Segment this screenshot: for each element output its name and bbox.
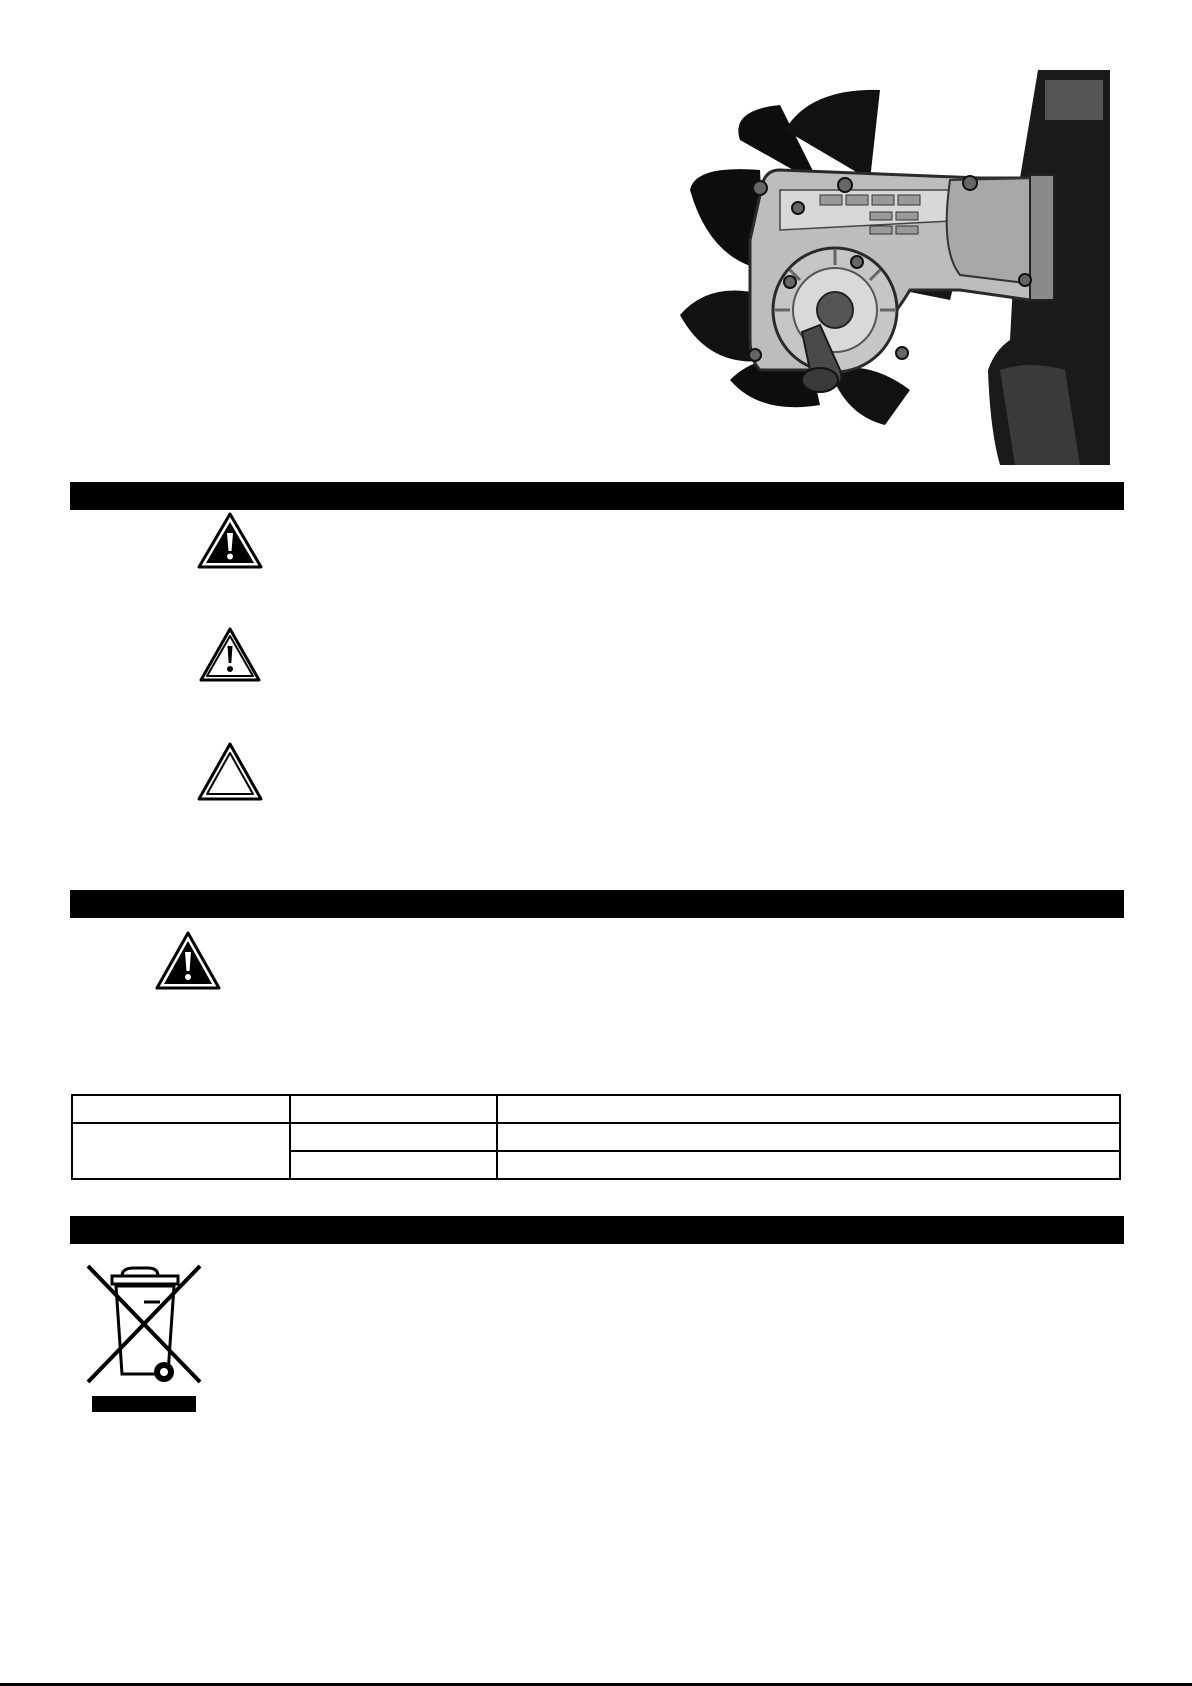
table-cell bbox=[72, 1095, 290, 1123]
table-cell bbox=[72, 1123, 290, 1179]
danger-warning-filled-icon-2 bbox=[154, 930, 222, 992]
section-heading-2 bbox=[70, 895, 78, 912]
caution-empty-triangle-icon bbox=[196, 741, 264, 803]
weee-crossed-bin-icon bbox=[84, 1262, 204, 1414]
section-heading-bar-2 bbox=[70, 890, 1124, 918]
table-cell bbox=[497, 1095, 1120, 1123]
spec-table bbox=[71, 1094, 1121, 1180]
section-heading-bar-1 bbox=[70, 482, 1124, 510]
table-cell bbox=[497, 1151, 1120, 1179]
section-heading-1 bbox=[70, 487, 78, 504]
section-heading-3 bbox=[70, 1221, 78, 1238]
table-cell bbox=[290, 1151, 497, 1179]
tiller-gearbox-photo bbox=[670, 70, 1120, 470]
table-row bbox=[72, 1095, 1120, 1123]
warning-exclamation-icon bbox=[198, 626, 262, 684]
section-heading-bar-3 bbox=[70, 1216, 1124, 1244]
table-cell bbox=[290, 1095, 497, 1123]
table-row bbox=[72, 1123, 1120, 1151]
table-cell bbox=[497, 1123, 1120, 1151]
danger-warning-filled-icon bbox=[196, 511, 264, 571]
table-cell bbox=[290, 1123, 497, 1151]
